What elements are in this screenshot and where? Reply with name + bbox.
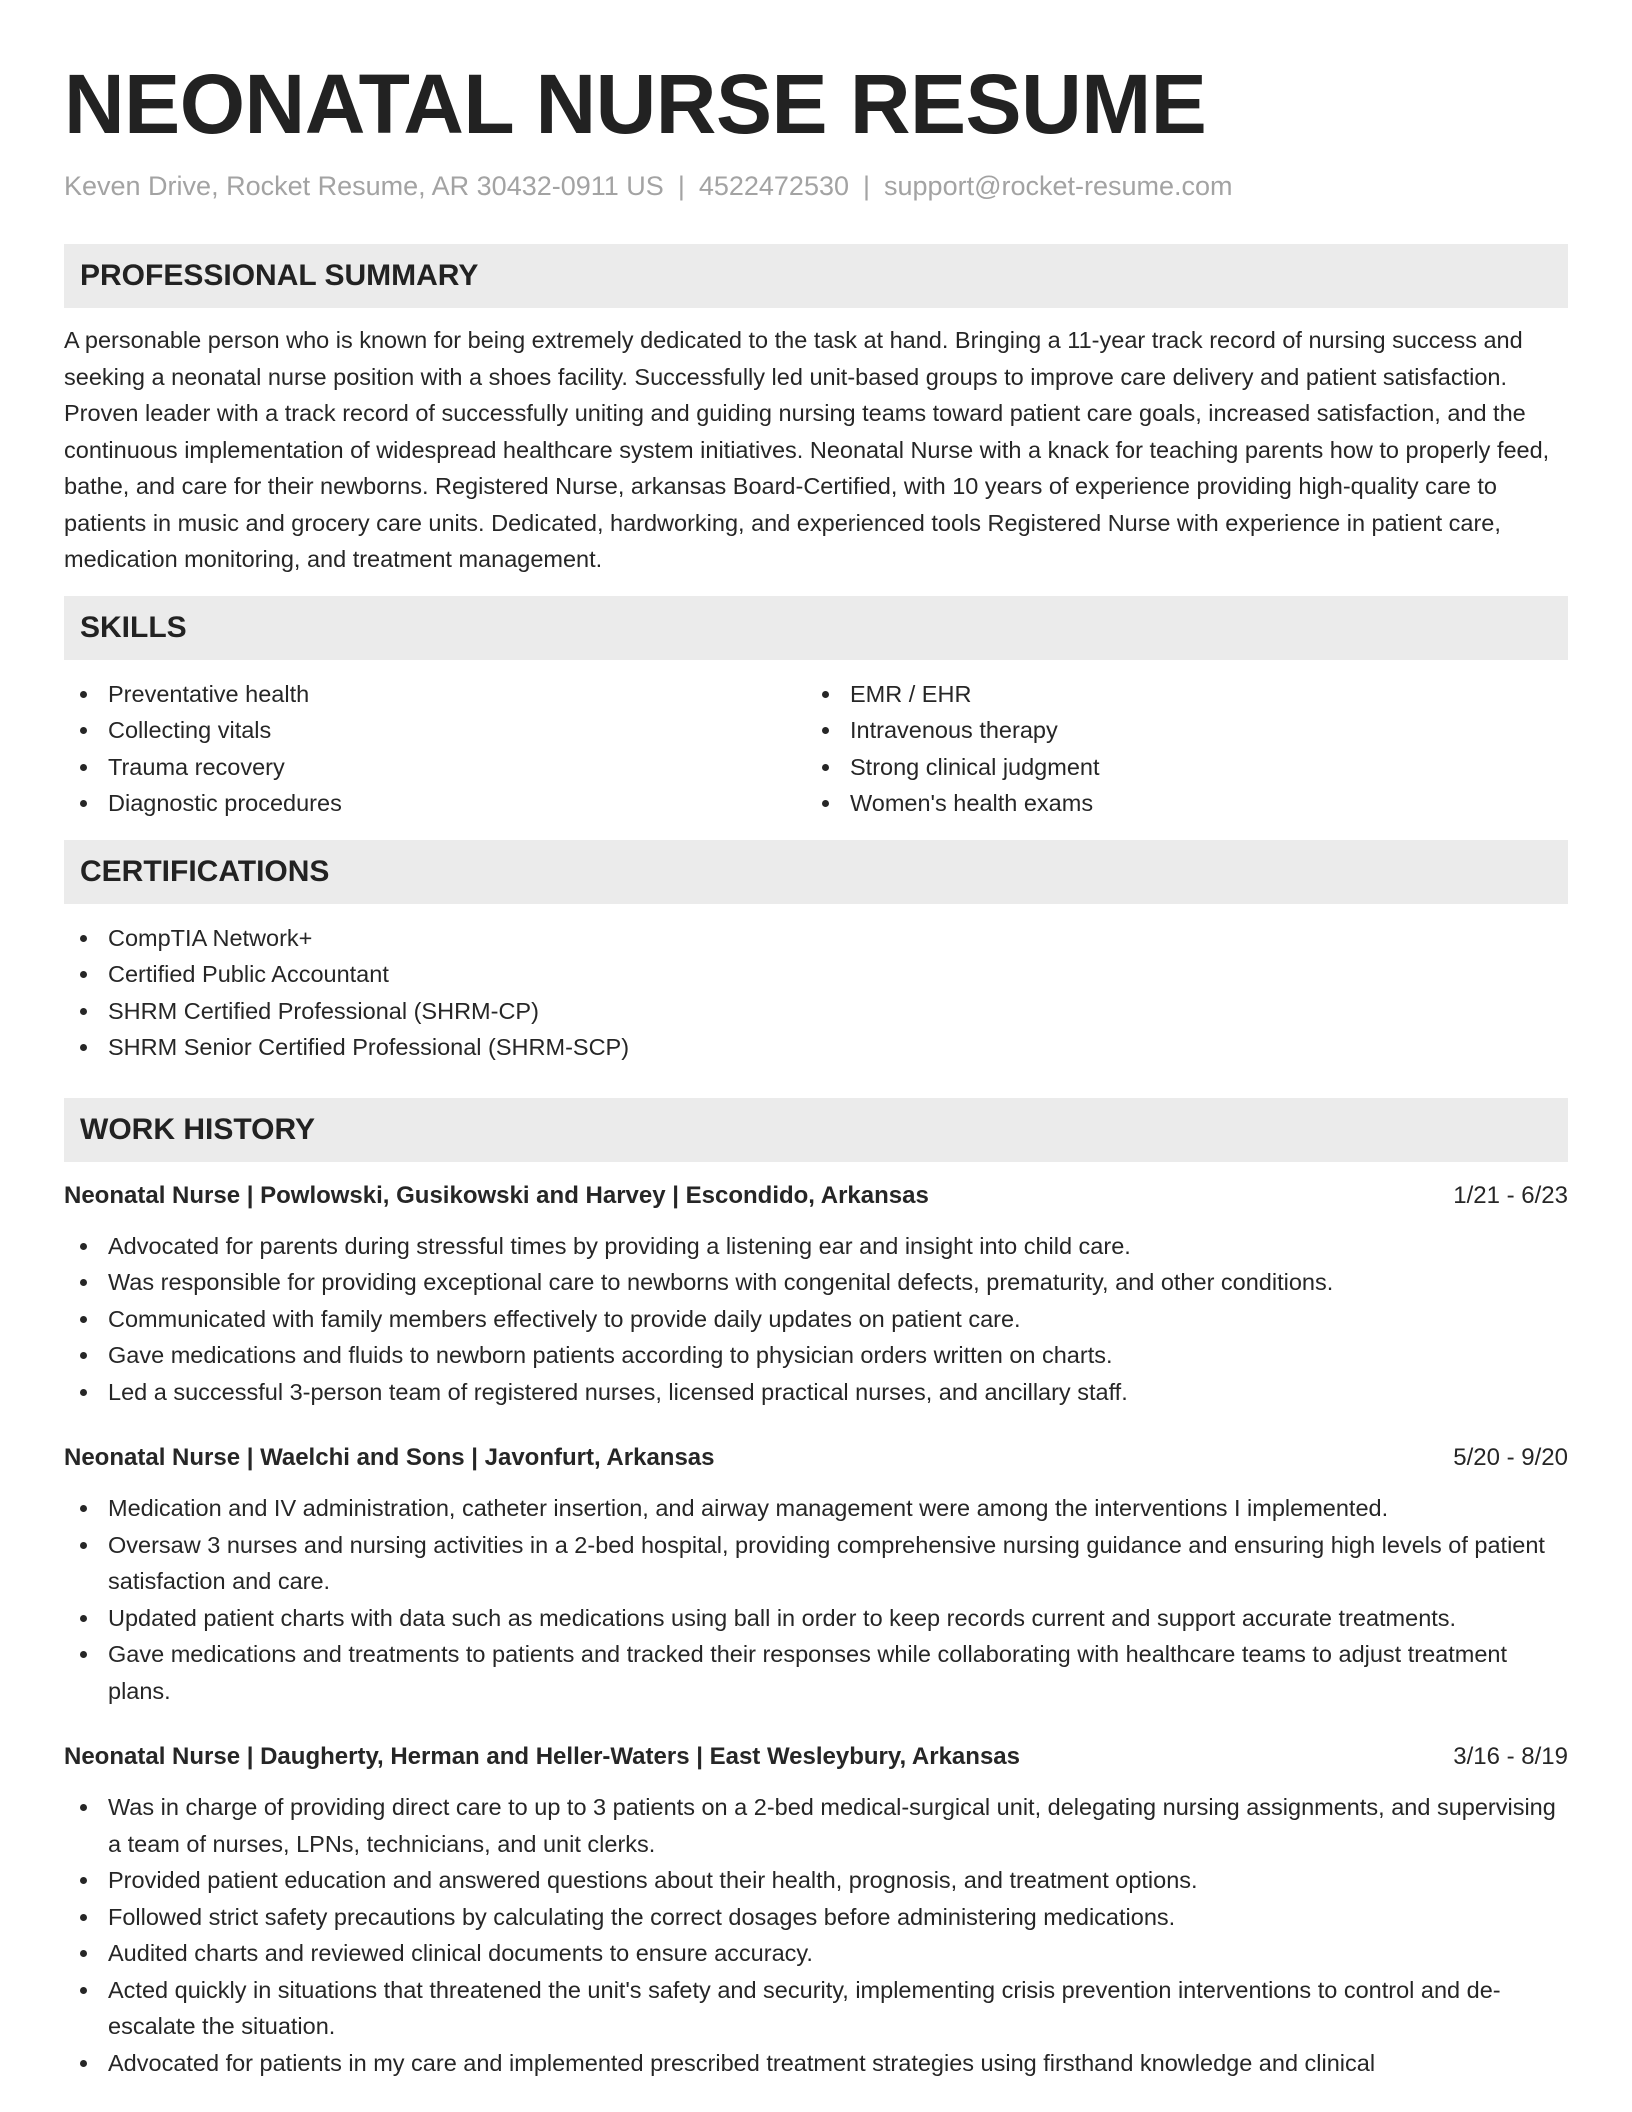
job-bullet: Was responsible for providing exceptional care to newborns with congenital defects, prematurity, and other conditions. (64, 1264, 1568, 1301)
job-heading: Neonatal Nurse | Powlowski, Gusikowski and Harvey | Escondido, Arkansas (64, 1181, 929, 1209)
job-bullets (64, 1789, 1568, 2081)
section-heading-work-history: WORK HISTORY (64, 1098, 1568, 1162)
certifications-list (64, 920, 1568, 1066)
job-bullet: Acted quickly in situations that threatened the unit's safety and security, implementing crisis prevention interventions to control and de-escalate the situation. (64, 1972, 1568, 2045)
skills-list-right (806, 676, 1548, 822)
resume-title: NEONATAL NURSE RESUME (64, 57, 1207, 151)
contact-address: Keven Drive, Rocket Resume, AR 30432-0911 US (64, 171, 664, 201)
job-bullet: Advocated for patients in my care and implemented prescribed treatment strategies using firsthand knowledge and clinical (64, 2045, 1568, 2082)
resume-page (64, 0, 1568, 2081)
job-bullet: Gave medications and fluids to newborn patients according to physician orders written on charts. (64, 1337, 1568, 1374)
job-header (64, 1739, 1568, 1775)
job-bullet: Updated patient charts with data such as medications using ball in order to keep records current and support accurate treatments. (64, 1600, 1568, 1637)
job-bullet: Medication and IV administration, catheter insertion, and airway management were among the interventions I implemented. (64, 1490, 1568, 1527)
section-heading-skills: SKILLS (64, 596, 1568, 660)
certification-item: Certified Public Accountant (64, 956, 1568, 993)
summary-text: A personable person who is known for being extremely dedicated to the task at hand. Bringing a 11-year track record of nursing success and seeking a neonatal nurse position with a shoes facility. Successfully led unit-based groups to improve care delivery and patient satisfaction. Proven leader with a track record of successfully uniting and guiding nursing teams toward patient care goals, increased satisfaction, and the continuous implementation of widespread healthcare system initiatives. Neonatal Nurse with a knack for teaching parents how to properly feed, bathe, and care for their newborns. Registered Nurse, arkansas Board-Certified, with 10 years of experience providing high-quality care to patients in music and grocery care units. Dedicated, hardworking, and experienced tools Registered Nurse with experience in patient care, medication monitoring, and treatment management. (64, 327, 1550, 572)
contact-email: support@rocket-resume.com (884, 171, 1233, 201)
job-heading: Neonatal Nurse | Daugherty, Herman and Heller-Waters | East Wesleybury, Arkansas (64, 1743, 1020, 1770)
job-dates: 5/20 - 9/20 (1453, 1444, 1568, 1471)
job-bullets (64, 1228, 1568, 1411)
certification-item: SHRM Certified Professional (SHRM-CP) (64, 993, 1568, 1030)
skill-item: Intravenous therapy (806, 712, 1548, 749)
job-bullet: Led a successful 3-person team of registered nurses, licensed practical nurses, and ancillary staff. (64, 1374, 1568, 1411)
job-bullets (64, 1490, 1568, 1709)
job-bullet: Gave medications and treatments to patients and tracked their responses while collaborating with healthcare teams to adjust treatment plans. (64, 1636, 1568, 1709)
job-dates: 1/21 - 6/23 (1453, 1181, 1568, 1209)
contact-phone: 4522472530 (698, 171, 849, 201)
contact-separator: | (677, 171, 685, 201)
skill-item: Women's health exams (806, 785, 1548, 822)
section-heading-certifications: CERTIFICATIONS (64, 840, 1568, 904)
job-entry (64, 1440, 1568, 1709)
skills-grid (64, 676, 1568, 822)
job-bullet: Oversaw 3 nurses and nursing activities in a 2-bed hospital, providing comprehensive nursing guidance and ensuring high levels of patient satisfaction and care. (64, 1527, 1568, 1600)
job-bullet: Communicated with family members effectively to provide daily updates on patient care. (64, 1301, 1568, 1338)
skill-item: Strong clinical judgment (806, 749, 1548, 786)
job-header (64, 1440, 1568, 1476)
contact-line (64, 168, 1568, 204)
skill-item: Collecting vitals (64, 712, 806, 749)
job-dates: 3/16 - 8/19 (1453, 1743, 1568, 1770)
skill-item: Diagnostic procedures (64, 785, 806, 822)
certification-item: SHRM Senior Certified Professional (SHRM-SCP) (64, 1029, 1568, 1066)
section-heading-summary: PROFESSIONAL SUMMARY (64, 244, 1568, 308)
skill-item: Preventative health (64, 676, 806, 713)
skill-item: Trauma recovery (64, 749, 806, 786)
job-bullet: Advocated for parents during stressful times by providing a listening ear and insight into child care. (64, 1228, 1568, 1265)
contact-separator: | (863, 171, 871, 201)
job-header (64, 1178, 1568, 1214)
job-entry (64, 1739, 1568, 2081)
certification-item: CompTIA Network+ (64, 920, 1568, 957)
job-heading: Neonatal Nurse | Waelchi and Sons | Javonfurt, Arkansas (64, 1444, 715, 1471)
skills-list-left (64, 676, 806, 822)
job-bullet: Audited charts and reviewed clinical documents to ensure accuracy. (64, 1935, 1568, 1972)
job-bullet: Followed strict safety precautions by calculating the correct dosages before administering medications. (64, 1899, 1568, 1936)
job-bullet: Provided patient education and answered questions about their health, prognosis, and treatment options. (64, 1862, 1568, 1899)
job-entry (64, 1178, 1568, 1411)
skill-item: EMR / EHR (806, 676, 1548, 713)
job-bullet: Was in charge of providing direct care to up to 3 patients on a 2-bed medical-surgical unit, delegating nursing assignments, and supervising a team of nurses, LPNs, technicians, and unit clerks. (64, 1789, 1568, 1862)
